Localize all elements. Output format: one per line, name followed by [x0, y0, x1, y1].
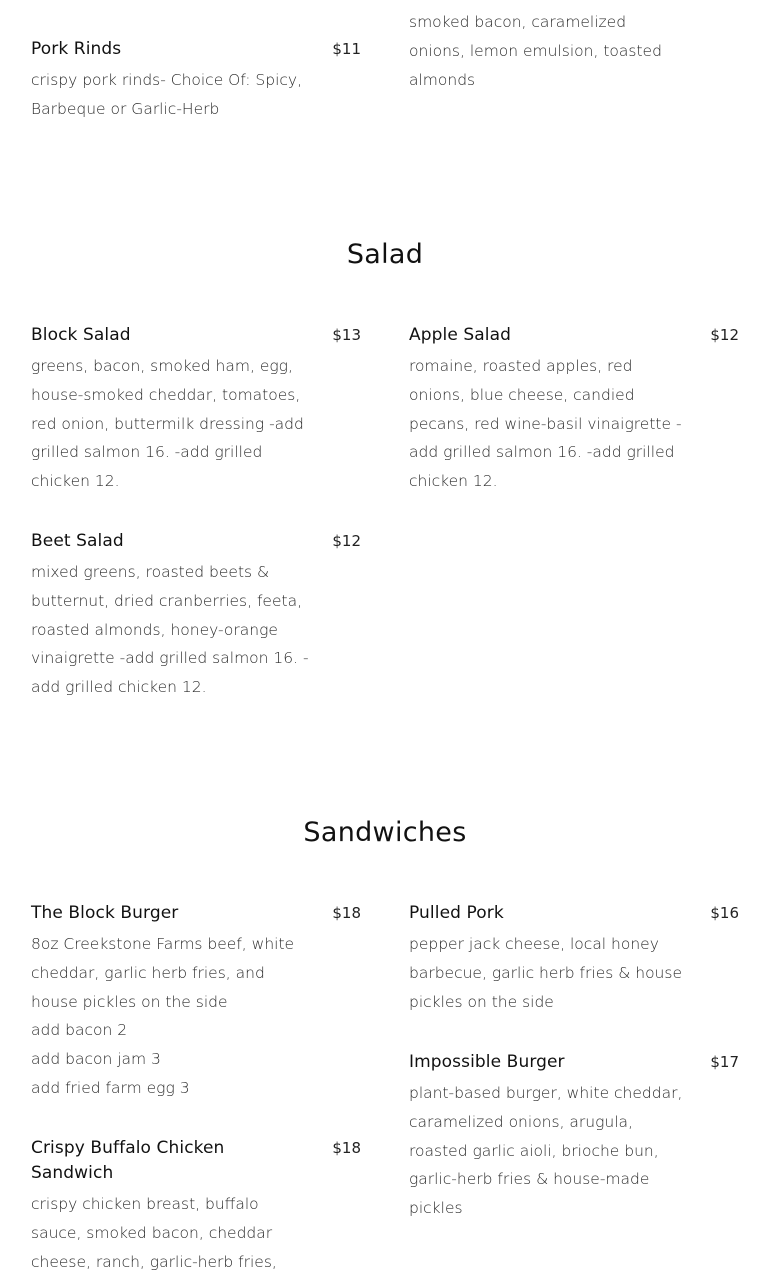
item-name: Block Salad: [31, 325, 131, 345]
item-name: Pulled Pork: [409, 903, 504, 923]
item-description: crispy pork rinds- Choice Of: Spicy, Barbeque or Garlic-Herb: [31, 71, 303, 118]
item-name: Beet Salad: [31, 531, 124, 551]
item-description: 8oz Creekstone Farms beef, white cheddar, garlic herb fries, and house pickles on the side add bacon 2 add bacon jam 3 add fried farm egg 3: [31, 935, 295, 1097]
item-name: Pork Rinds: [31, 39, 122, 59]
item-price: $12: [332, 532, 361, 550]
item-description: plant-based burger, white cheddar, caramelized onions, arugula, roasted garlic aioli, brioche bun, garlic-herb fries & house-made pickles: [409, 1084, 683, 1218]
item-name: The Block Burger: [31, 903, 179, 923]
item-name: Impossible Burger: [409, 1052, 565, 1072]
item-price: $16: [710, 904, 739, 922]
item-description: smoked bacon, caramelized onions, lemon emulsion, toasted almonds: [409, 13, 662, 89]
item-description: romaine, roasted apples, red onions, blue cheese, candied pecans, red wine-basil vinaigrette - add grilled salmon 16. -add grilled chicken 12.: [409, 357, 682, 491]
item-price: $17: [710, 1053, 739, 1071]
section-title-salad: Salad: [346, 239, 424, 270]
item-description: mixed greens, roasted beets & butternut, dried cranberries, feeta, roasted almonds, honey-orange vinaigrette -add grilled salmon 16. - add grilled chicken 12.: [31, 563, 309, 697]
item-description: pepper jack cheese, local honey barbecue, garlic herb fries & house pickles on the side: [409, 935, 682, 1011]
item-price: $12: [710, 326, 739, 344]
item-price: $13: [332, 326, 361, 344]
item-price: $11: [332, 40, 361, 58]
item-price: $18: [332, 1139, 361, 1157]
item-name: Crispy Buffalo Chicken Sandwich: [31, 1138, 225, 1183]
section-title-sandwiches: Sandwiches: [303, 817, 467, 848]
item-description: greens, bacon, smoked ham, egg, house-smoked cheddar, tomatoes, red onion, buttermilk dressing -add grilled salmon 16. -add grilled chicken 12.: [31, 357, 304, 491]
item-name: Apple Salad: [409, 325, 512, 345]
item-description: crispy chicken breast, buffalo sauce, smoked bacon, cheddar cheese, ranch, garlic-herb fries,: [31, 1195, 277, 1271]
item-price: $18: [332, 904, 361, 922]
